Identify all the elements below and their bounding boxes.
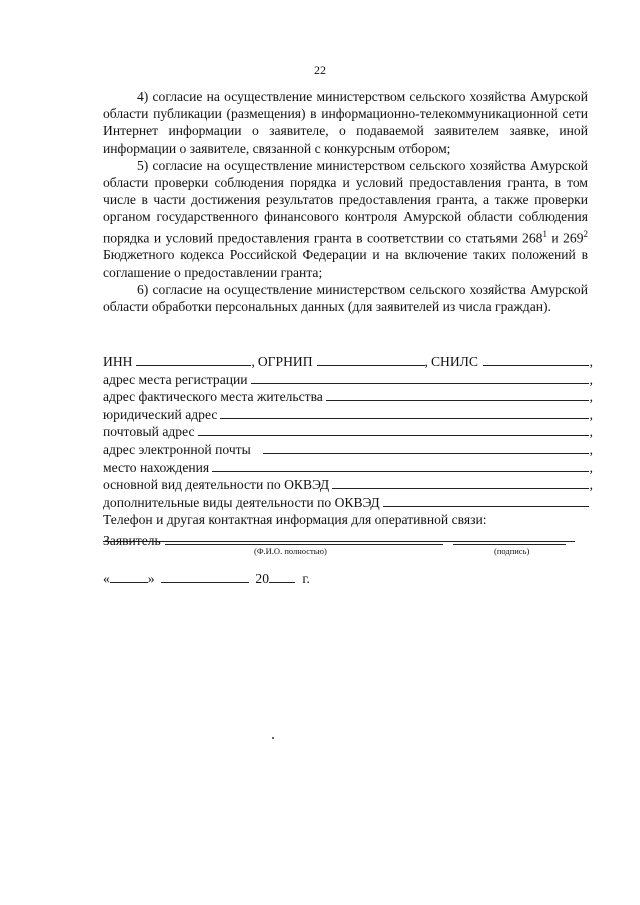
fio-field[interactable] <box>165 532 443 545</box>
field-label: дополнительные виды деятельности по ОКВЭД <box>103 494 380 510</box>
snils-label: СНИЛС <box>430 354 478 369</box>
field-label: адрес фактического места жительства <box>103 389 323 405</box>
form-row: адрес места регистрации , <box>103 371 593 387</box>
form-row: адрес фактического места жительства , <box>103 389 593 405</box>
consent-list <box>103 88 588 315</box>
consent-item-6: 6) согласие на осуществление министерством сельского хозяйства Амурской области обработки персональных данных (для заявителей из числа граждан). <box>103 281 588 314</box>
extra-okved-field[interactable] <box>383 494 589 507</box>
ogrnip-field[interactable] <box>317 353 425 366</box>
residence-address-field[interactable] <box>326 388 589 401</box>
applicant-details-form <box>103 353 593 547</box>
page-number: 22 <box>314 63 326 77</box>
field-label: адрес электронной почты <box>103 441 251 457</box>
form-row: юридический адрес , <box>103 406 593 422</box>
field-label: место нахождения <box>103 459 210 475</box>
registration-address-field[interactable] <box>251 371 589 384</box>
signature-field[interactable] <box>453 532 566 545</box>
ogrnip-label: ОГРНИП <box>257 354 313 369</box>
speck <box>272 737 274 739</box>
form-row: почтовый адрес , <box>103 424 593 440</box>
year-field[interactable] <box>269 570 295 583</box>
form-row: адрес электронной почты , <box>103 441 593 457</box>
snils-field[interactable] <box>483 353 589 366</box>
field-label: адрес места регистрации <box>103 371 248 387</box>
form-row: основной вид деятельности по ОКВЭД , <box>103 477 593 493</box>
applicant-label: Заявитель <box>103 533 161 548</box>
consent-item-4: 4) согласие на осуществление министерством сельского хозяйства Амурской области публикации (размещения) в информационно-телекоммуникационной сети Интернет информации о заявителе, о подаваемой заявителем заявке, иной информации о заявителе, связанной с конкурсным отбором; <box>103 89 588 156</box>
field-label: почтовый адрес <box>103 424 195 440</box>
form-row <box>103 494 593 512</box>
fio-caption: (Ф.И.О. полностью) <box>254 546 327 556</box>
inn-field[interactable] <box>136 353 251 366</box>
contact-row <box>103 511 593 529</box>
email-field[interactable] <box>263 441 589 454</box>
day-field[interactable] <box>110 570 148 583</box>
field-label: юридический адрес <box>103 406 218 422</box>
consent-item-5: 5) согласие на осуществление министерством сельского хозяйства Амурской области проверки соблюдения порядка и условий предоставления гранта, в том числе в части достижения результатов предоставления гранта, а также проверки органом государственного финансового контроля Амурской области соблюдения порядка и условий предоставления гранта в соответствии со статьями $268^1$ и $269^2$ Бюджетного кодекса Российской Федерации и на включение таких положений в соглашение о предоставлении гранта; <box>103 157 588 280</box>
date-row: « » 20 г. <box>103 571 310 586</box>
contact-label: Телефон и другая контактная информация для оперативной связи: <box>103 512 487 528</box>
ids-row: ИНН , ОГРНИП , СНИЛС , <box>103 354 593 369</box>
legal-address-field[interactable] <box>220 406 588 419</box>
field-label: основной вид деятельности по ОКВЭД <box>103 477 330 493</box>
month-field[interactable] <box>161 570 249 583</box>
inn-label: ИНН <box>103 354 133 369</box>
location-field[interactable] <box>212 459 588 472</box>
main-okved-field[interactable] <box>332 476 588 489</box>
form-row: место нахождения , <box>103 459 593 475</box>
sign-caption: (подпись) <box>494 546 530 556</box>
postal-address-field[interactable] <box>198 423 589 436</box>
